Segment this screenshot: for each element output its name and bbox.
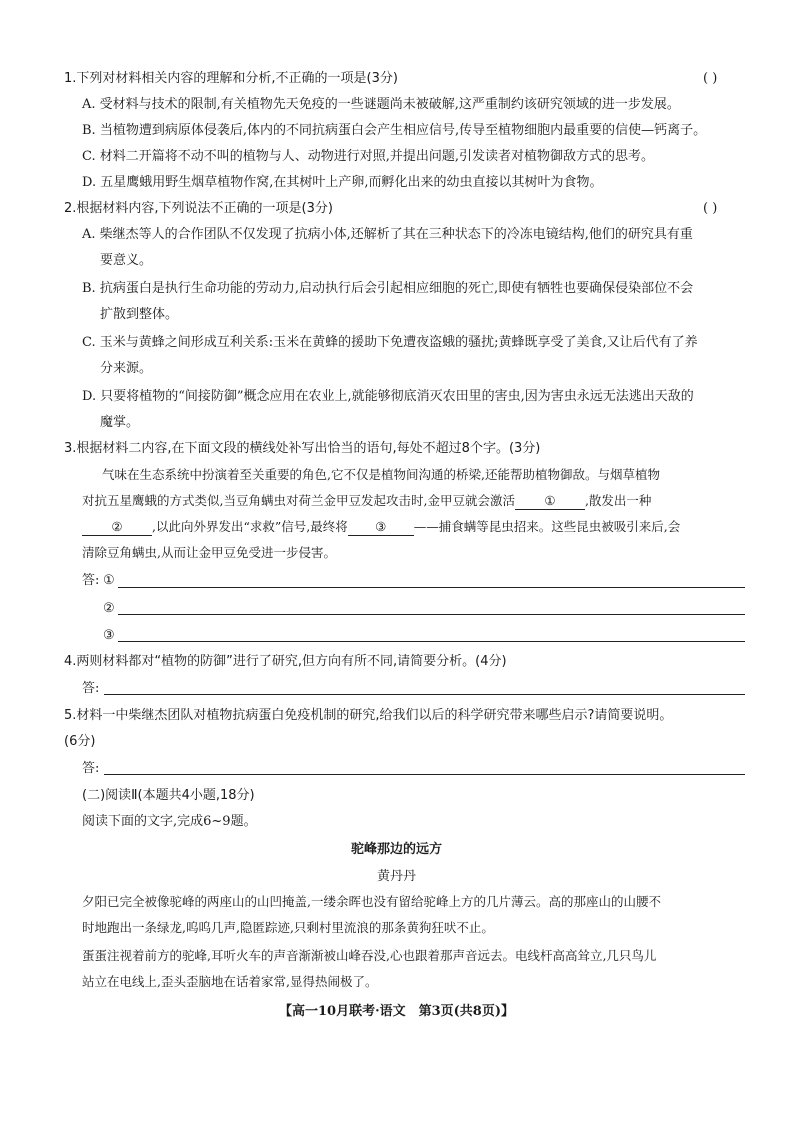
q3-answer-line-1[interactable] <box>118 587 745 588</box>
q3-stem: 3.根据材料二内容,在下面文段的横线处补写出恰当的语句,每处不超过8个字。(3分) <box>64 441 541 456</box>
q1-option-a: A. 受材料与技术的限制,有关植物先天免疫的一些谜题尚未被破解,这严重制约该研究领域的进一步发展。 <box>82 97 680 112</box>
page-footer: 【高一10月联考·语文 第3页(共8页)】 <box>278 1004 514 1019</box>
article-paragraph-2-line1: 蛋蛋注视着前方的驼峰,耳听火车的声音渐渐被山峰吞没,心也跟着那声音远去。电线杆高高耸立,几只鸟儿 <box>82 948 657 963</box>
q3-answer-line-2[interactable] <box>118 614 745 615</box>
q1-option-c: C. 材料二开篇将不动不叫的植物与人、动物进行对照,并提出问题,引发读者对植物御敌方式的思考。 <box>82 149 655 164</box>
q2-option-b-line2: 扩散到整体。 <box>100 307 179 322</box>
q2-answer-paren: ( ) <box>703 201 718 216</box>
q3-passage-line4: 清除豆角螨虫,从而让金甲豆免受进一步侵害。 <box>82 545 336 560</box>
blank-3[interactable]: ③ <box>348 519 414 536</box>
q3-passage-text: ,散发出一种 <box>584 493 652 508</box>
q1-answer-paren: ( ) <box>703 71 718 86</box>
article-author: 黄丹丹 <box>376 869 416 884</box>
q3-passage-text: ,以此向外界发出“求救”信号,最终将 <box>152 519 348 534</box>
q3-passage-line2 <box>82 492 651 510</box>
q1-stem: 1.下列对材料相关内容的理解和分析,不正确的一项是(3分) <box>64 71 398 86</box>
q2-option-c-line1: C. 玉米与黄蜂之间形成互利关系:玉米在黄蜂的援助下免遭夜盗蛾的骚扰;黄蜂既享受了美食,又让后代有了养 <box>82 335 698 350</box>
q4-answer-line[interactable] <box>104 694 745 695</box>
q3-answer-label-2: ② <box>103 601 115 616</box>
article-paragraph-1-line1: 夕阳已完全被像驼峰的两座山的山凹掩盖,一缕余晖也没有留给驼峰上方的几片薄云。高的那座山的山腰不 <box>82 894 661 909</box>
blank-1[interactable]: ① <box>515 493 585 510</box>
q5-stem-line2: (6分) <box>64 734 96 749</box>
q3-passage-text: ——捕食螨等昆虫招来。这些昆虫被吸引来后,会 <box>413 519 681 534</box>
q4-answer-prefix: 答: <box>82 681 100 696</box>
q2-stem: 2.根据材料内容,下列说法不正确的一项是(3分) <box>64 201 333 216</box>
article-paragraph-2-line2: 站立在电线上,歪头歪脑地在话着家常,显得热闹极了。 <box>82 974 378 989</box>
q5-answer-prefix: 答: <box>82 761 100 776</box>
q3-answer-label-1: ① <box>103 573 115 588</box>
q2-option-c-line2: 分来源。 <box>100 361 153 376</box>
q1-option-b: B. 当植物遭到病原体侵袭后,体内的不同抗病蛋白会产生相应信号,传导至植物细胞内最重要的信使—钙离子。 <box>82 123 707 138</box>
q1-option-d: D. 五星鹰蛾用野生烟草植物作窝,在其树叶上产卵,而孵化出来的幼虫直接以其树叶为食物。 <box>82 175 603 190</box>
q2-option-a-line1: A. 柴继杰等人的合作团队不仅发现了抗病小体,还解析了其在三种状态下的冷冻电镜结构,他们的研究具有重 <box>82 227 693 242</box>
q3-answer-line-3[interactable] <box>118 641 745 642</box>
q3-answer-label-3: ③ <box>103 628 115 643</box>
q3-passage-line1: 气味在生态系统中扮演着至关重要的角色,它不仅是植物间沟通的桥梁,还能帮助植物御敌。与烟草植物 <box>102 467 660 482</box>
reading2-intro: 阅读下面的文字,完成6~9题。 <box>82 814 257 829</box>
blank-2[interactable]: ② <box>82 519 152 536</box>
q3-answer-prefix: 答: <box>82 573 100 588</box>
q5-stem-line1: 5.材料一中柴继杰团队对植物抗病蛋白免疫机制的研究,给我们以后的科学研究带来哪些启示?请简要说明。 <box>64 708 673 723</box>
q2-option-a-line2: 要意义。 <box>100 253 153 268</box>
article-title: 驼峰那边的远方 <box>350 842 442 857</box>
q4-stem: 4.两则材料都对“植物的防御”进行了研究,但方向有所不同,请简要分析。(4分) <box>64 654 507 669</box>
article-paragraph-1-line2: 时地跑出一条绿龙,呜呜几声,隐匿踪迹,只剩村里流浪的那条黄狗狂吠不止。 <box>82 920 494 935</box>
q5-answer-line[interactable] <box>104 774 745 775</box>
q2-option-d-line2: 魔掌。 <box>100 415 140 430</box>
q2-option-d-line1: D. 只要将植物的“间接防御”概念应用在农业上,就能够彻底消灭农田里的害虫,因为害虫永远无法逃出天敌的 <box>82 389 694 404</box>
q2-option-b-line1: B. 抗病蛋白是执行生命功能的劳动力,启动执行后会引起相应细胞的死亡,即使有牺牲也要确保侵染部位不会 <box>82 281 694 296</box>
q3-passage-line3 <box>82 518 680 536</box>
q3-passage-text: 对抗五星鹰蛾的方式类似,当豆角螨虫对荷兰金甲豆发起攻击时,金甲豆就会激活 <box>82 493 515 508</box>
reading2-heading: (二)阅读Ⅱ(本题共4小题,18分) <box>82 788 255 803</box>
